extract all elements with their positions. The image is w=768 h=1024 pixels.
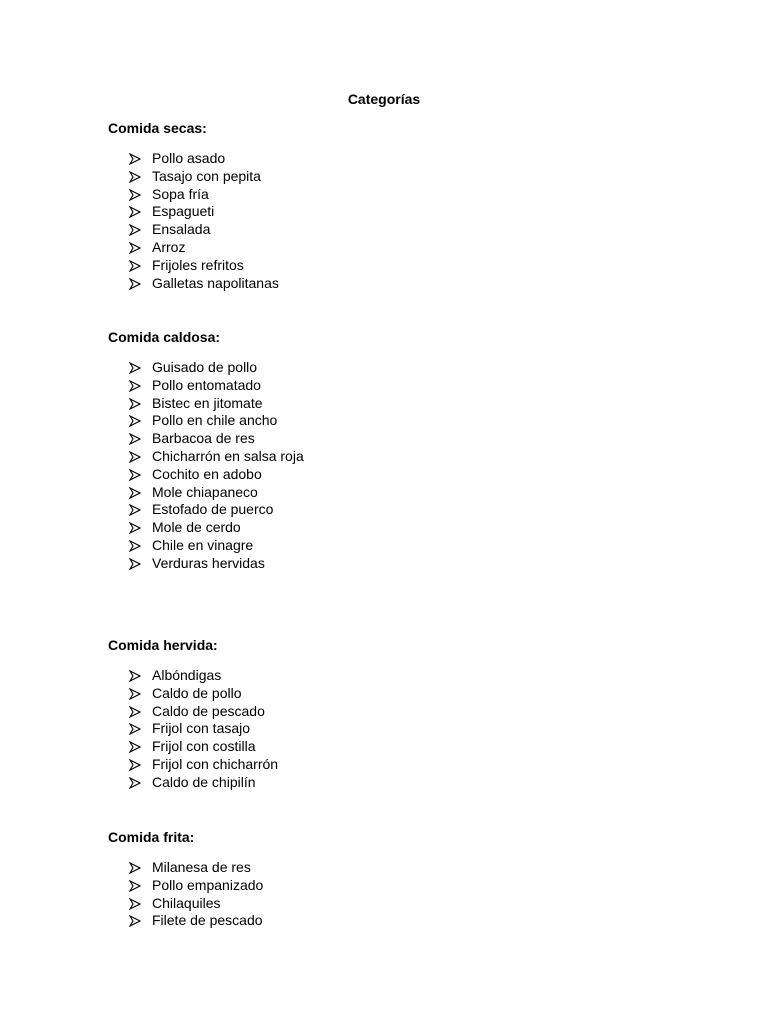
list-item-label: Guisado de pollo (152, 359, 258, 375)
list-item (108, 150, 279, 168)
list-item-label: Pollo en chile ancho (152, 412, 278, 429)
list-item-label: Frijol con costilla (152, 738, 256, 755)
list-item-label: Milanesa de res (152, 859, 251, 875)
section-comida-secas (108, 120, 279, 292)
list-item-label: Caldo de pescado (152, 702, 265, 719)
food-list (108, 359, 304, 573)
list-item-label: Caldo de chipilín (152, 773, 256, 790)
arrowhead-bullet-icon (129, 412, 143, 430)
section-heading: Comida secas: (108, 120, 207, 136)
list-item-label: Barbacoa de res (152, 430, 255, 447)
arrowhead-bullet-icon (129, 555, 143, 573)
list-item (108, 703, 278, 721)
section-heading: Comida caldosa: (108, 329, 221, 345)
list-item-label: Pollo entomatado (152, 376, 261, 393)
list-item-label: Chilaquiles (152, 894, 221, 911)
list-item-label: Frijol con chicharrón (152, 755, 279, 772)
arrowhead-bullet-icon (129, 257, 143, 275)
arrowhead-bullet-icon (129, 221, 143, 239)
section-comida-caldosa (108, 329, 304, 573)
list-item (108, 239, 279, 257)
food-list (108, 150, 279, 292)
list-item (108, 667, 278, 685)
arrowhead-bullet-icon (129, 756, 143, 774)
arrowhead-bullet-icon (129, 895, 143, 913)
arrowhead-bullet-icon (129, 203, 143, 221)
list-item (108, 430, 304, 448)
page-title: Categorías (347, 91, 421, 107)
list-item (108, 203, 279, 221)
arrowhead-bullet-icon (129, 720, 143, 738)
list-item (108, 466, 304, 484)
arrowhead-bullet-icon (129, 168, 143, 186)
list-item (108, 895, 263, 913)
list-item-label: Cochito en adobo (152, 465, 262, 482)
list-item-label: Mole de cerdo (152, 519, 241, 536)
arrowhead-bullet-icon (129, 275, 143, 293)
arrowhead-bullet-icon (129, 484, 143, 502)
arrowhead-bullet-icon (129, 377, 143, 395)
list-item (108, 412, 304, 430)
list-item-label: Filete de pescado (152, 912, 263, 929)
list-item-label: Albóndigas (152, 667, 222, 683)
arrowhead-bullet-icon (129, 774, 143, 792)
list-item (108, 359, 304, 377)
list-item-label: Sopa fría (152, 185, 209, 202)
list-item-label: Tasajo con pepita (152, 167, 261, 184)
list-item-label: Mole chiapaneco (152, 483, 258, 500)
list-item-label: Estofado de puerco (152, 501, 274, 518)
list-item-label: Frijoles refritos (152, 256, 244, 273)
arrowhead-bullet-icon (129, 239, 143, 257)
list-item (108, 720, 278, 738)
arrowhead-bullet-icon (129, 685, 143, 703)
section-heading: Comida frita: (108, 829, 195, 845)
list-item-label: Caldo de pollo (152, 684, 242, 701)
list-item-label: Bistec en jitomate (152, 394, 263, 411)
arrowhead-bullet-icon (129, 359, 143, 377)
arrowhead-bullet-icon (129, 395, 143, 413)
list-item (108, 738, 278, 756)
list-item (108, 537, 304, 555)
arrowhead-bullet-icon (129, 859, 143, 877)
arrowhead-bullet-icon (129, 667, 143, 685)
arrowhead-bullet-icon (129, 501, 143, 519)
arrowhead-bullet-icon (129, 466, 143, 484)
list-item (108, 186, 279, 204)
list-item (108, 756, 278, 774)
list-item (108, 859, 263, 877)
list-item (108, 774, 278, 792)
list-item-label: Chicharrón en salsa roja (152, 447, 304, 464)
arrowhead-bullet-icon (129, 448, 143, 466)
arrowhead-bullet-icon (129, 519, 143, 537)
list-item-label: Frijol con tasajo (152, 720, 251, 737)
arrowhead-bullet-icon (129, 186, 143, 204)
list-item (108, 912, 263, 930)
arrowhead-bullet-icon (129, 912, 143, 930)
arrowhead-bullet-icon (129, 877, 143, 895)
list-item (108, 519, 304, 537)
section-comida-frita (108, 829, 263, 930)
list-item (108, 685, 278, 703)
arrowhead-bullet-icon (129, 703, 143, 721)
list-item (108, 448, 304, 466)
list-item (108, 377, 304, 395)
list-item-label: Ensalada (152, 221, 211, 238)
food-list (108, 667, 278, 792)
arrowhead-bullet-icon (129, 537, 143, 555)
list-item (108, 257, 279, 275)
list-item-label: Verduras hervidas (152, 554, 265, 571)
list-item-label: Chile en vinagre (152, 536, 254, 553)
arrowhead-bullet-icon (129, 738, 143, 756)
list-item (108, 168, 279, 186)
list-item (108, 484, 304, 502)
list-item (108, 877, 263, 895)
arrowhead-bullet-icon (129, 430, 143, 448)
list-item (108, 395, 304, 413)
list-item (108, 501, 304, 519)
list-item-label: Galletas napolitanas (152, 274, 279, 291)
food-list (108, 859, 263, 930)
list-item (108, 275, 279, 293)
list-item-label: Pollo asado (152, 150, 226, 166)
section-heading: Comida hervida: (108, 637, 218, 653)
list-item-label: Arroz (152, 238, 186, 255)
list-item (108, 555, 304, 573)
list-item-label: Pollo empanizado (152, 876, 264, 893)
section-comida-hervida (108, 637, 278, 792)
list-item (108, 221, 279, 239)
list-item-label: Espagueti (152, 203, 215, 220)
arrowhead-bullet-icon (129, 150, 143, 168)
